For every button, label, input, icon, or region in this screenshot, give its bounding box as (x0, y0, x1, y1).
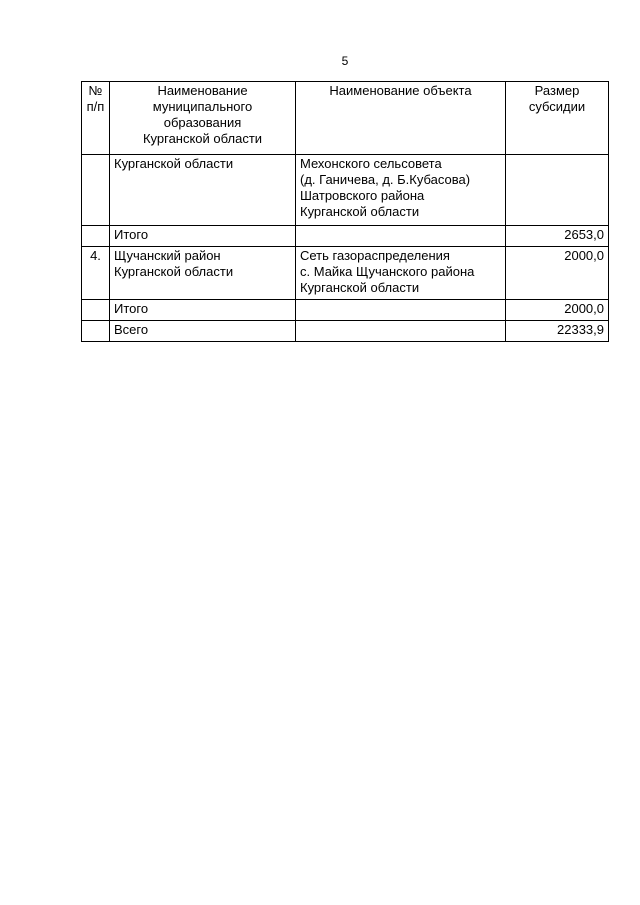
row-municipality: Всего (110, 321, 296, 342)
row-number (82, 321, 110, 342)
subsidy-table (81, 81, 609, 342)
row-amount (506, 155, 609, 226)
row-municipality: Итого (110, 226, 296, 247)
row-municipality: Курганской области (110, 155, 296, 226)
row-number: 4. (82, 247, 110, 300)
header-number: № п/п (82, 82, 110, 155)
table-header-row (82, 82, 609, 155)
row-object (296, 226, 506, 247)
row-number (82, 226, 110, 247)
table-row-grand-total (82, 321, 609, 342)
row-municipality: Щучанский район Курганской области (110, 247, 296, 300)
row-object (296, 321, 506, 342)
header-subsidy: Размер субсидии (506, 82, 609, 155)
table-row (82, 155, 609, 226)
row-amount: 2000,0 (506, 300, 609, 321)
row-municipality: Итого (110, 300, 296, 321)
table-row (82, 247, 609, 300)
row-object: Мехонского сельсовета (д. Ганичева, д. Б.Кубасова) Шатровского района Курганской области (296, 155, 506, 226)
header-municipality: Наименование муниципального образования Курганской области (110, 82, 296, 155)
row-amount: 2653,0 (506, 226, 609, 247)
row-number (82, 155, 110, 226)
header-object: Наименование объекта (296, 82, 506, 155)
page-number: 5 (341, 54, 349, 68)
row-object: Сеть газораспределения с. Майка Щучанского района Курганской области (296, 247, 506, 300)
row-amount: 2000,0 (506, 247, 609, 300)
table-row-total (82, 300, 609, 321)
row-amount: 22333,9 (506, 321, 609, 342)
row-number (82, 300, 110, 321)
row-object (296, 300, 506, 321)
table-row-total (82, 226, 609, 247)
